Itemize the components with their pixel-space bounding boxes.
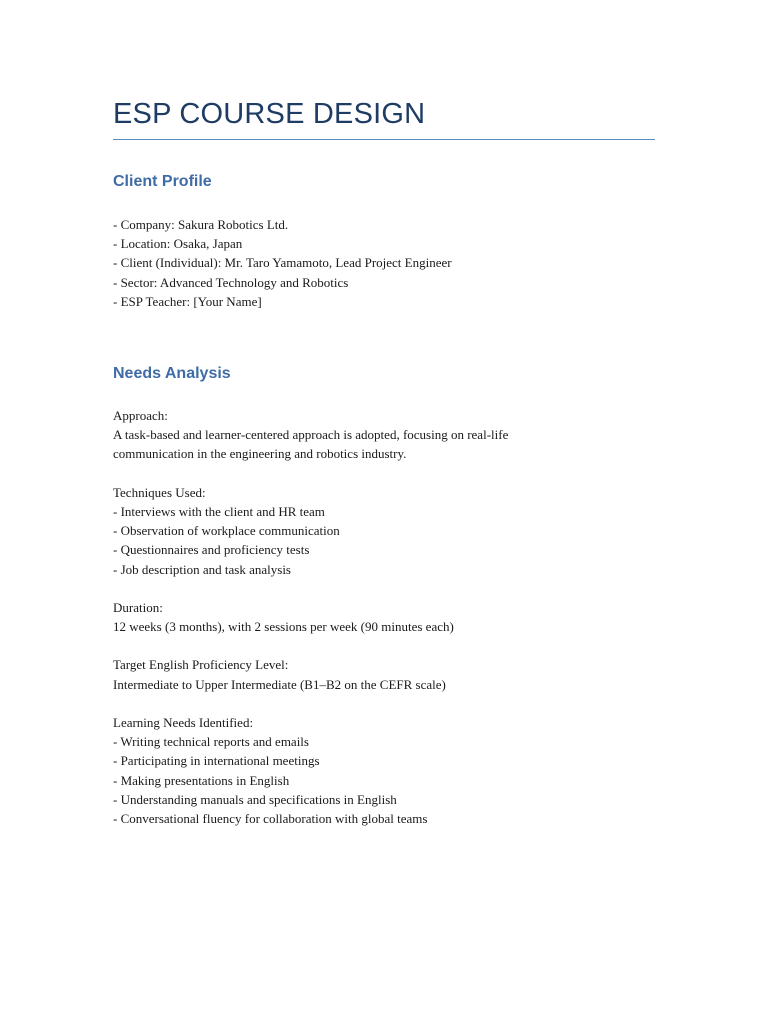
technique-item: - Interviews with the client and HR team xyxy=(113,503,325,519)
learning-need-item: - Making presentations in English xyxy=(113,772,290,788)
technique-item: - Job description and task analysis xyxy=(113,561,291,577)
approach-label: Approach: xyxy=(113,408,168,423)
client-profile-heading: Client Profile xyxy=(113,173,212,190)
learning-need-item: - Understanding manuals and specifications in English xyxy=(113,791,397,807)
paragraph-gap xyxy=(113,636,655,655)
paragraph-gap xyxy=(113,464,655,483)
duration-label: Duration: xyxy=(113,599,163,615)
technique-item: - Questionnaires and proficiency tests xyxy=(113,542,310,558)
client-profile-list xyxy=(113,215,655,311)
needs-analysis-heading: Needs Analysis xyxy=(113,365,231,382)
client-profile-item: - Company: Sakura Robotics Ltd. xyxy=(113,217,289,232)
duration-value: 12 weeks (3 months), with 2 sessions per week (90 minutes each) xyxy=(113,619,454,635)
needs-analysis-body xyxy=(113,406,655,828)
approach-text-line: A task-based and learner-centered approach is adopted, focusing on real-life xyxy=(113,427,509,443)
learning-need-item: - Conversational fluency for collaboration with global teams xyxy=(113,810,428,826)
technique-item: - Observation of workplace communication xyxy=(113,523,340,539)
learning-need-item: - Writing technical reports and emails xyxy=(113,734,309,750)
title-divider xyxy=(113,139,655,140)
techniques-label: Techniques Used: xyxy=(113,484,206,500)
proficiency-value: Intermediate to Upper Intermediate (B1–B2 on the CEFR scale) xyxy=(113,676,446,692)
document-title: ESP COURSE DESIGN xyxy=(113,98,426,130)
learning-need-item: - Participating in international meetings xyxy=(113,753,320,769)
proficiency-label: Target English Proficiency Level: xyxy=(113,657,289,673)
learning-needs-label: Learning Needs Identified: xyxy=(113,715,254,730)
client-profile-item: - ESP Teacher: [Your Name] xyxy=(113,293,262,309)
paragraph-gap xyxy=(113,579,655,598)
client-profile-item: - Client (Individual): Mr. Taro Yamamoto, Lead Project Engineer xyxy=(113,255,452,271)
paragraph-gap xyxy=(113,694,655,713)
client-profile-item: - Location: Osaka, Japan xyxy=(113,236,243,252)
approach-text-line: communication in the engineering and robotics industry. xyxy=(113,446,407,462)
client-profile-item: - Sector: Advanced Technology and Robotics xyxy=(113,274,349,290)
